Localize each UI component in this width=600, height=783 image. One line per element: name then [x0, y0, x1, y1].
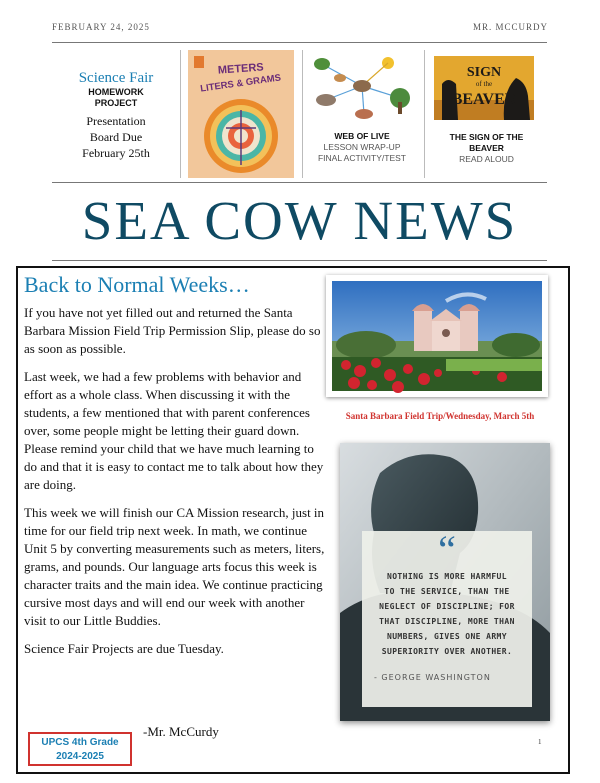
science-fair-line1: Presentation [86, 114, 146, 128]
book-title-1: METERS [217, 61, 265, 77]
promo-divider [302, 50, 303, 178]
science-fair-line3: February 25th [82, 146, 150, 160]
article-paragraph: If you have not yet filled out and returned the Santa Barbara Mission Field Trip Permission Slip, please do so as soon as possible. [24, 305, 321, 356]
beaver-sub: READ ALOUD [459, 154, 514, 164]
promo-divider [180, 50, 181, 178]
web-of-life-title: WEB OF LIVE [334, 131, 390, 141]
signature: -Mr. McCurdy [143, 724, 219, 739]
beaver-cover-line3: BEAVER [451, 91, 517, 108]
class-badge-line2: 2024-2025 [56, 751, 104, 762]
article-paragraph: This week we will finish our CA Mission research, just in time for our field trip next week. In math, we continue Unit 5 by converting measurements such as meters, liters, grams, and pounds. Our language arts focus this week is character traits and the main idea. We continue practicing cursive most days and will end our week with another visit to our Little Buddies. [24, 505, 325, 628]
article-paragraph: Last week, we had a few problems with behavior and effort as a whole class. When discussing it with the students, a few mentioned that with parent conferences over, some people might be letting their guard down. Please remind your child that we have much learning to do and that it is easy to contact me to talk about how they are doing. [24, 369, 324, 492]
page-number: 1 [538, 738, 542, 746]
article-paragraph: Science Fair Projects are due Tuesday. [24, 641, 224, 656]
science-fair-sub1: HOMEWORK [88, 87, 144, 97]
book-cover-image [188, 50, 294, 178]
article-headline: Back to Normal Weeks… [24, 272, 250, 297]
web-of-life-sub2: FINAL ACTIVITY/TEST [317, 153, 406, 163]
teacher-name: MR. MCCURDY [472, 22, 548, 32]
quote-line: SUPERIORITY OVER ANOTHER. [381, 647, 513, 656]
issue-date: FEBRUARY 24, 2025 [52, 22, 150, 32]
science-fair-line2: Board Due [89, 130, 143, 144]
quote-line: TO THE SERVICE, THAN THE [384, 587, 510, 596]
masthead-bottom-rule [52, 260, 547, 261]
masthead-top-rule [52, 182, 547, 183]
quote-author: - GEORGE WASHINGTON [374, 673, 491, 682]
class-badge-line1: UPCS 4th Grade [41, 737, 119, 748]
science-fair-sub2: PROJECT [94, 98, 138, 108]
masthead-title: SEA COW NEWS [81, 190, 518, 251]
santa-barbara-mission-photo [326, 275, 548, 397]
quote-line: NUMBERS, GIVES ONE ARMY [387, 632, 507, 641]
science-fair-block [52, 50, 180, 178]
quote-mark-icon: “ [438, 527, 456, 572]
beaver-cover-line1: SIGN [466, 65, 502, 80]
beaver-book-cover [434, 56, 534, 120]
quote-line: NEGLECT OF DISCIPLINE; FOR [379, 602, 515, 611]
article-body [24, 304, 329, 668]
beaver-title-2: BEAVER [469, 143, 504, 153]
quote-box [362, 527, 532, 682]
beaver-block [426, 50, 547, 178]
beaver-title-1: THE SIGN OF THE [449, 132, 524, 142]
promo-strip [52, 50, 547, 178]
promo-divider [424, 50, 425, 178]
food-web-image [304, 50, 420, 120]
class-badge [28, 732, 132, 766]
quote-line: NOTHING IS MORE HARMFUL [387, 572, 507, 581]
quote-line: THAT DISCIPLINE, MORE THAN [379, 617, 515, 626]
beaver-cover-line2: of the [475, 80, 493, 88]
web-of-life-block [304, 50, 420, 178]
web-of-life-sub1: LESSON WRAP-UP [323, 142, 401, 152]
book-title-2: LITERS & GRAMS [199, 72, 282, 95]
top-divider [52, 42, 547, 43]
photo-caption: Santa Barbara Field Trip/Wednesday, March 5th [345, 411, 535, 421]
science-fair-title: Science Fair [78, 70, 154, 86]
